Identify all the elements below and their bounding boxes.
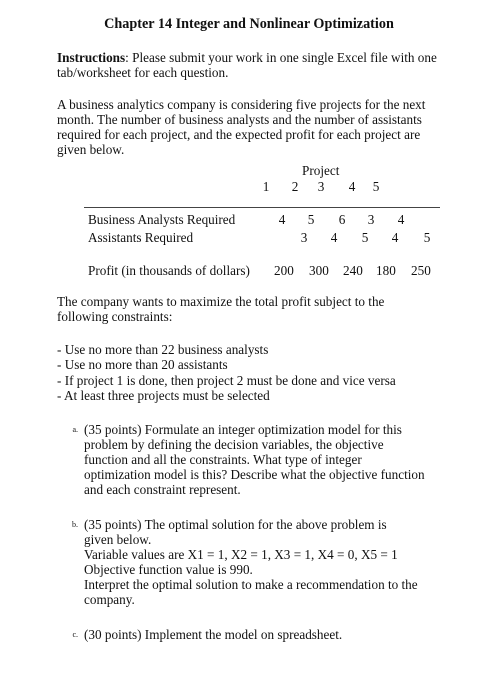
assistants-value: 4 — [391, 230, 399, 245]
table-divider — [84, 207, 440, 208]
question-b-objective: Objective function value is 990. — [84, 562, 253, 577]
question-b-task: Interpret the optimal solution to make a recommendation to the company. — [84, 577, 418, 607]
project-number: 4 — [348, 179, 356, 194]
analysts-value: 3 — [367, 212, 375, 227]
instructions-text: : Please submit your work in one single Excel file with one tab/worksheet for each question. — [57, 50, 437, 80]
instructions-label: Instructions — [57, 50, 126, 65]
analysts-value: 5 — [307, 212, 315, 227]
project-number: 3 — [317, 179, 325, 194]
row-label-profit: Profit (in thousands of dollars) — [88, 263, 250, 278]
question-marker: a. — [72, 425, 78, 434]
row-label-assistants: Assistants Required — [88, 230, 194, 245]
analysts-value: 4 — [278, 212, 286, 227]
question-b-variables: Variable values are X1 = 1, X2 = 1, X3 = 1, X4 = 0, X5 = 1 — [84, 547, 398, 562]
constraint-item: - If project 1 is done, then project 2 must be done and vice versa — [57, 372, 396, 388]
intro-paragraph: A business analytics company is considering five projects for the next month. The number of business analysts and the number of assistants required for each project, and the expected profit for each project are given below. — [57, 97, 426, 157]
instructions-paragraph — [57, 50, 445, 80]
constraints-intro: The company wants to maximize the total profit subject to the following constraints: — [57, 294, 385, 324]
project-number: 2 — [291, 179, 299, 194]
constraint-item: - Use no more than 20 assistants — [57, 357, 228, 373]
table-header-project: Project — [302, 163, 340, 178]
question-a: (35 points) Formulate an integer optimization model for this problem by defining the decision variables, the objective function and all the constraints. What type of integer optimization model is this? Describe what the objective function and each constraint represent. — [84, 422, 425, 497]
assistants-value: 5 — [361, 230, 369, 245]
constraint-item: - At least three projects must be selected — [57, 388, 270, 404]
profit-value: 250 — [411, 263, 431, 278]
question-b-text: (35 points) The optimal solution for the above problem is given below. — [84, 517, 387, 547]
question-marker: b. — [72, 520, 78, 529]
analysts-value: 6 — [338, 212, 346, 227]
assistants-value: 4 — [330, 230, 338, 245]
profit-value: 240 — [343, 263, 363, 278]
project-number: 1 — [262, 179, 270, 194]
constraints-list — [57, 342, 457, 404]
question-marker: c. — [72, 630, 78, 639]
page-title: Chapter 14 Integer and Nonlinear Optimization — [104, 16, 394, 32]
profit-value: 200 — [274, 263, 294, 278]
assistants-value: 3 — [300, 230, 308, 245]
row-label-analysts: Business Analysts Required — [88, 212, 236, 227]
profit-value: 300 — [309, 263, 329, 278]
question-c: (30 points) Implement the model on spreadsheet. — [84, 627, 343, 642]
assistants-value: 5 — [423, 230, 431, 245]
profit-value: 180 — [376, 263, 396, 278]
analysts-value: 4 — [397, 212, 405, 227]
question-b — [84, 517, 442, 607]
project-number: 5 — [372, 179, 380, 194]
constraint-item: - Use no more than 22 business analysts — [57, 342, 269, 357]
